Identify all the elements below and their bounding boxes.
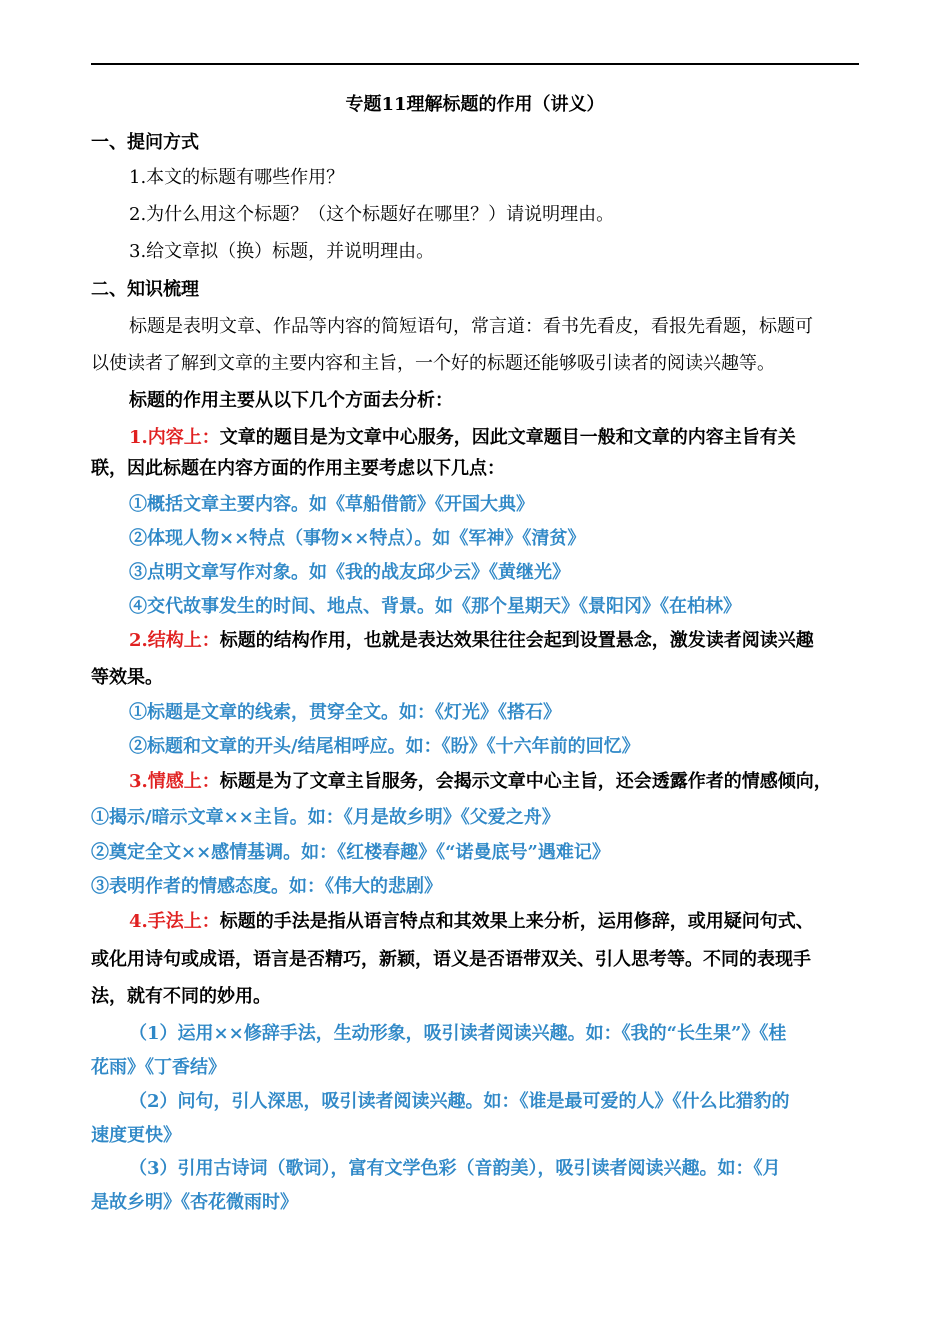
section-heading-questions: 一、提问方式 bbox=[91, 132, 199, 153]
emotion-aspect-label: 3.情感上： bbox=[129, 771, 220, 792]
question-item: 3.给文章拟（换）标题，并说明理由。 bbox=[129, 241, 435, 262]
analysis-intro: 标题的作用主要从以下几个方面去分析： bbox=[129, 390, 453, 411]
technique-point: 速度更快》 bbox=[91, 1125, 181, 1146]
question-item: 1.本文的标题有哪些作用？ bbox=[129, 167, 345, 188]
content-aspect-label: 1.内容上： bbox=[129, 427, 220, 448]
content-point: ②体现人物××特点（事物××特点）。如《军神》《清贫》 bbox=[129, 528, 586, 549]
technique-point: 是故乡明》《杏花微雨时》 bbox=[91, 1192, 298, 1213]
technique-aspect-label: 4.手法上： bbox=[129, 911, 220, 932]
emotion-aspect-line bbox=[129, 770, 832, 794]
question-item: 2.为什么用这个标题？（这个标题好在哪里？）请说明理由。 bbox=[129, 204, 615, 225]
technique-point: （2）问句，引人深思，吸引读者阅读兴趣。如：《谁是最可爱的人》《什么比猎豹的 bbox=[129, 1091, 790, 1112]
content-aspect-line bbox=[129, 426, 796, 450]
structure-point: ②标题和文章的开头/结尾相呼应。如：《盼》《十六年前的回忆》 bbox=[129, 736, 640, 757]
section-heading-knowledge: 二、知识梳理 bbox=[91, 279, 199, 300]
technique-aspect-text: 法，就有不同的妙用。 bbox=[91, 986, 271, 1007]
page-title: 专题11理解标题的作用（讲义） bbox=[345, 94, 605, 115]
content-point: ④交代故事发生的时间、地点、背景。如《那个星期天》《景阳冈》《在柏林》 bbox=[129, 596, 741, 617]
content-point: ①概括文章主要内容。如《草船借箭》《开国大典》 bbox=[129, 494, 534, 515]
intro-paragraph-line: 标题是表明文章、作品等内容的简短语句，常言道：看书先看皮，看报先看题，标题可 bbox=[129, 316, 813, 337]
technique-point: （1）运用××修辞手法，生动形象，吸引读者阅读兴趣。如：《我的“长生果”》《桂 bbox=[129, 1023, 787, 1044]
structure-aspect-label: 2.结构上： bbox=[129, 630, 220, 651]
technique-point: 花雨》《丁香结》 bbox=[91, 1057, 226, 1078]
emotion-point: ③表明作者的情感态度。如：《伟大的悲剧》 bbox=[91, 876, 442, 897]
content-point: ③点明文章写作对象。如《我的战友邱少云》《黄继光》 bbox=[129, 562, 570, 583]
emotion-point: ②奠定全文××感情基调。如：《红楼春趣》《“诺曼底号”遇难记》 bbox=[91, 842, 610, 863]
intro-paragraph-line: 以使读者了解到文章的主要内容和主旨，一个好的标题还能够吸引读者的阅读兴趣等。 bbox=[91, 353, 775, 374]
technique-point: （3）引用古诗词（歌词），富有文学色彩（音韵美），吸引读者阅读兴趣。如：《月 bbox=[129, 1158, 781, 1179]
header-rule bbox=[91, 63, 859, 65]
structure-aspect-text: 等效果。 bbox=[91, 667, 163, 688]
content-aspect-text: 联，因此标题在内容方面的作用主要考虑以下几点： bbox=[91, 458, 505, 479]
structure-point: ①标题是文章的线索，贯穿全文。如：《灯光》《搭石》 bbox=[129, 702, 561, 723]
technique-aspect-text: 或化用诗句或成语，语言是否精巧，新颖，语义是否语带双关、引人思考等。不同的表现手 bbox=[91, 949, 811, 970]
content-aspect-text: 文章的题目是为文章中心服务，因此文章题目一般和文章的内容主旨有关 bbox=[219, 427, 796, 448]
structure-aspect-line bbox=[129, 629, 814, 653]
structure-aspect-text: 标题的结构作用，也就是表达效果往往会起到设置悬念，激发读者阅读兴趣 bbox=[219, 630, 814, 651]
technique-aspect-line bbox=[129, 910, 814, 934]
emotion-aspect-text: 标题是为了文章主旨服务，会揭示文章中心主旨，还会透露作者的情感倾向， bbox=[219, 771, 832, 792]
emotion-point: ①揭示/暗示文章××主旨。如：《月是故乡明》《父爱之舟》 bbox=[91, 807, 560, 828]
technique-aspect-text: 标题的手法是指从语言特点和其效果上来分析，运用修辞，或用疑问句式、 bbox=[219, 911, 814, 932]
